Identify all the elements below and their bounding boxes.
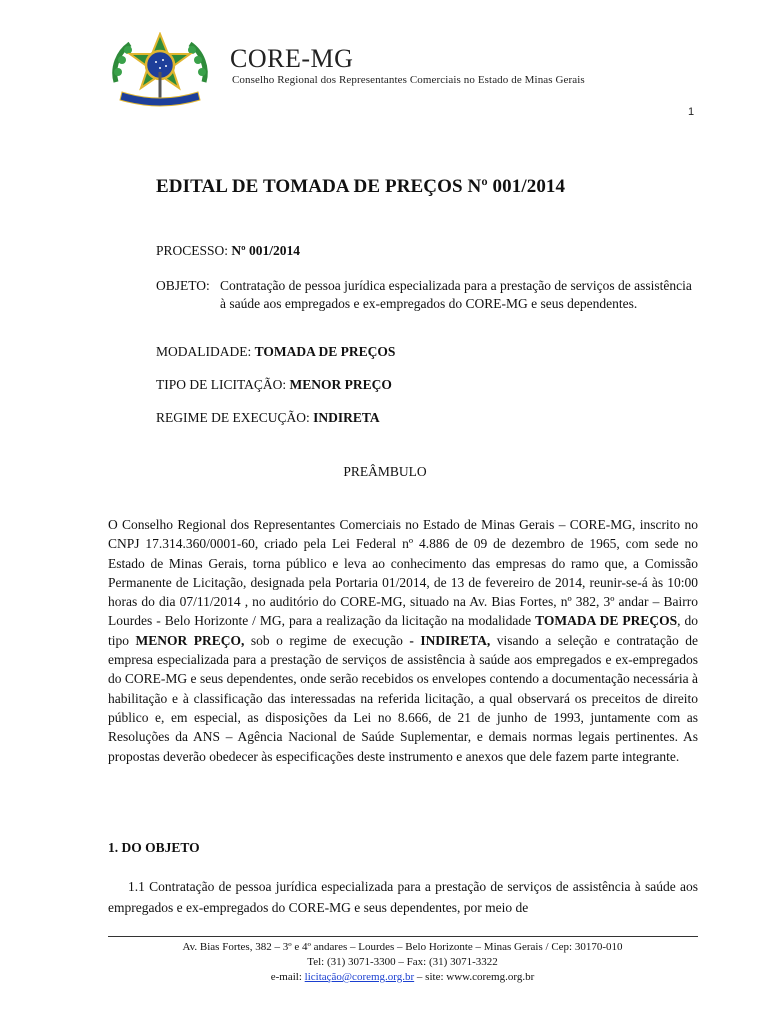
regime-label: REGIME DE EXECUÇÃO: xyxy=(156,410,314,425)
preambulo-text-1: O Conselho Regional dos Representantes Comerciais no Estado de Minas Gerais – CORE-MG, inscrito no CNPJ 17.314.360/0001-60, criado pela Lei Federal nº 4.886 de 09 de dezembro de 1965, com sede no Estado de Minas Gerais, torna público e leva ao conhecimento das empresas do ramo que, a Comissão Permanente de Licitação, designada pela Portaria 01/2014, de 13 de fevereiro de 2014, reunir-se-á às 10:00 horas do dia 07/11/2014 , no auditório do CORE-MG, situado na Av. Bias Fortes, nº 382, 3º andar – Bairro Lourdes - Belo Horizonte / MG, para a realização da licitação na modalidade xyxy=(108,517,698,629)
footer-email-label: e-mail: xyxy=(270,971,305,983)
processo-field xyxy=(156,243,300,259)
footer-address: Av. Bias Fortes, 382 – 3º e 4º andares – Lourdes – Belo Horizonte – Minas Gerais / Cep: 30170-010 xyxy=(182,941,623,953)
preambulo-text-4: visando a seleção e contratação de empresa especializada para a prestação de serviços de assistência à saúde aos empregados e ex-empregados do CORE-MG e seus dependentes, onde serão recebidos os envelopes contendo a documentação necessária à habilitação e à classificação das interessadas na referida licitação, a qual observará os preceitos de direito público e, em especial, as disposições da Lei no 8.666, de 21 de junho de 1993, juntamente com as Resoluções da ANS – Agência Nacional de Saúde Suplementar, e demais normas legais pertinentes. As propostas deverão obedecer às especificações deste instrumento e anexos que dele fazem parte integrante. xyxy=(108,632,698,764)
preambulo-paragraph xyxy=(108,515,698,766)
preambulo-bold-2: MENOR PREÇO, xyxy=(135,632,245,648)
objeto-text: Contratação de pessoa jurídica especializada para a prestação de serviços de assistência à saúde aos empregados e ex-empregados do CORE-MG e seus dependentes. xyxy=(220,278,692,311)
brand-title: CORE-MG xyxy=(230,44,354,73)
page-number: 1 xyxy=(688,106,695,118)
tipo-value: MENOR PREÇO xyxy=(289,377,392,392)
footer-email-link[interactable]: licitação@coremg.org.br xyxy=(304,971,415,983)
modalidade-value: TOMADA DE PREÇOS xyxy=(254,344,396,359)
preambulo-text-3: sob o regime de execução xyxy=(244,632,410,648)
preambulo-text-2: , do tipo xyxy=(108,613,698,648)
tipo-licitacao-field xyxy=(156,377,392,393)
footer-phones: Tel: (31) 3071-3300 – Fax: (31) 3071-3322 xyxy=(307,956,498,968)
processo-value: Nº 001/2014 xyxy=(231,243,300,258)
regime-execucao-field xyxy=(156,410,380,426)
objeto-field xyxy=(156,277,704,311)
document-title: EDITAL DE TOMADA DE PREÇOS Nº 001/2014 xyxy=(156,176,566,197)
tipo-label: TIPO DE LICITAÇÃO: xyxy=(156,377,290,392)
brazil-coat-of-arms-icon xyxy=(108,32,212,110)
section-1-heading: 1. DO OBJETO xyxy=(108,840,200,855)
section-1-paragraph: 1.1 Contratação de pessoa jurídica especializada para a prestação de serviços de assistência à saúde aos empregados e ex-empregados do CORE-MG e seus dependentes, por meio de xyxy=(108,879,698,915)
brand-subtitle: Conselho Regional dos Representantes Comerciais no Estado de Minas Gerais xyxy=(232,74,585,86)
objeto-label: OBJETO: xyxy=(156,278,210,293)
footer-divider xyxy=(108,936,698,937)
processo-label: PROCESSO: xyxy=(156,243,232,258)
footer-site: – site: www.coremg.org.br xyxy=(414,971,535,983)
preambulo-heading: PREÂMBULO xyxy=(343,464,427,479)
modalidade-label: MODALIDADE: xyxy=(156,344,255,359)
regime-value: INDIRETA xyxy=(313,410,380,425)
modalidade-field xyxy=(156,344,395,360)
preambulo-bold-1: TOMADA DE PREÇOS xyxy=(535,613,678,629)
preambulo-bold-3: - INDIRETA, xyxy=(409,632,491,648)
footer-contact xyxy=(0,970,770,985)
footer xyxy=(0,940,770,985)
